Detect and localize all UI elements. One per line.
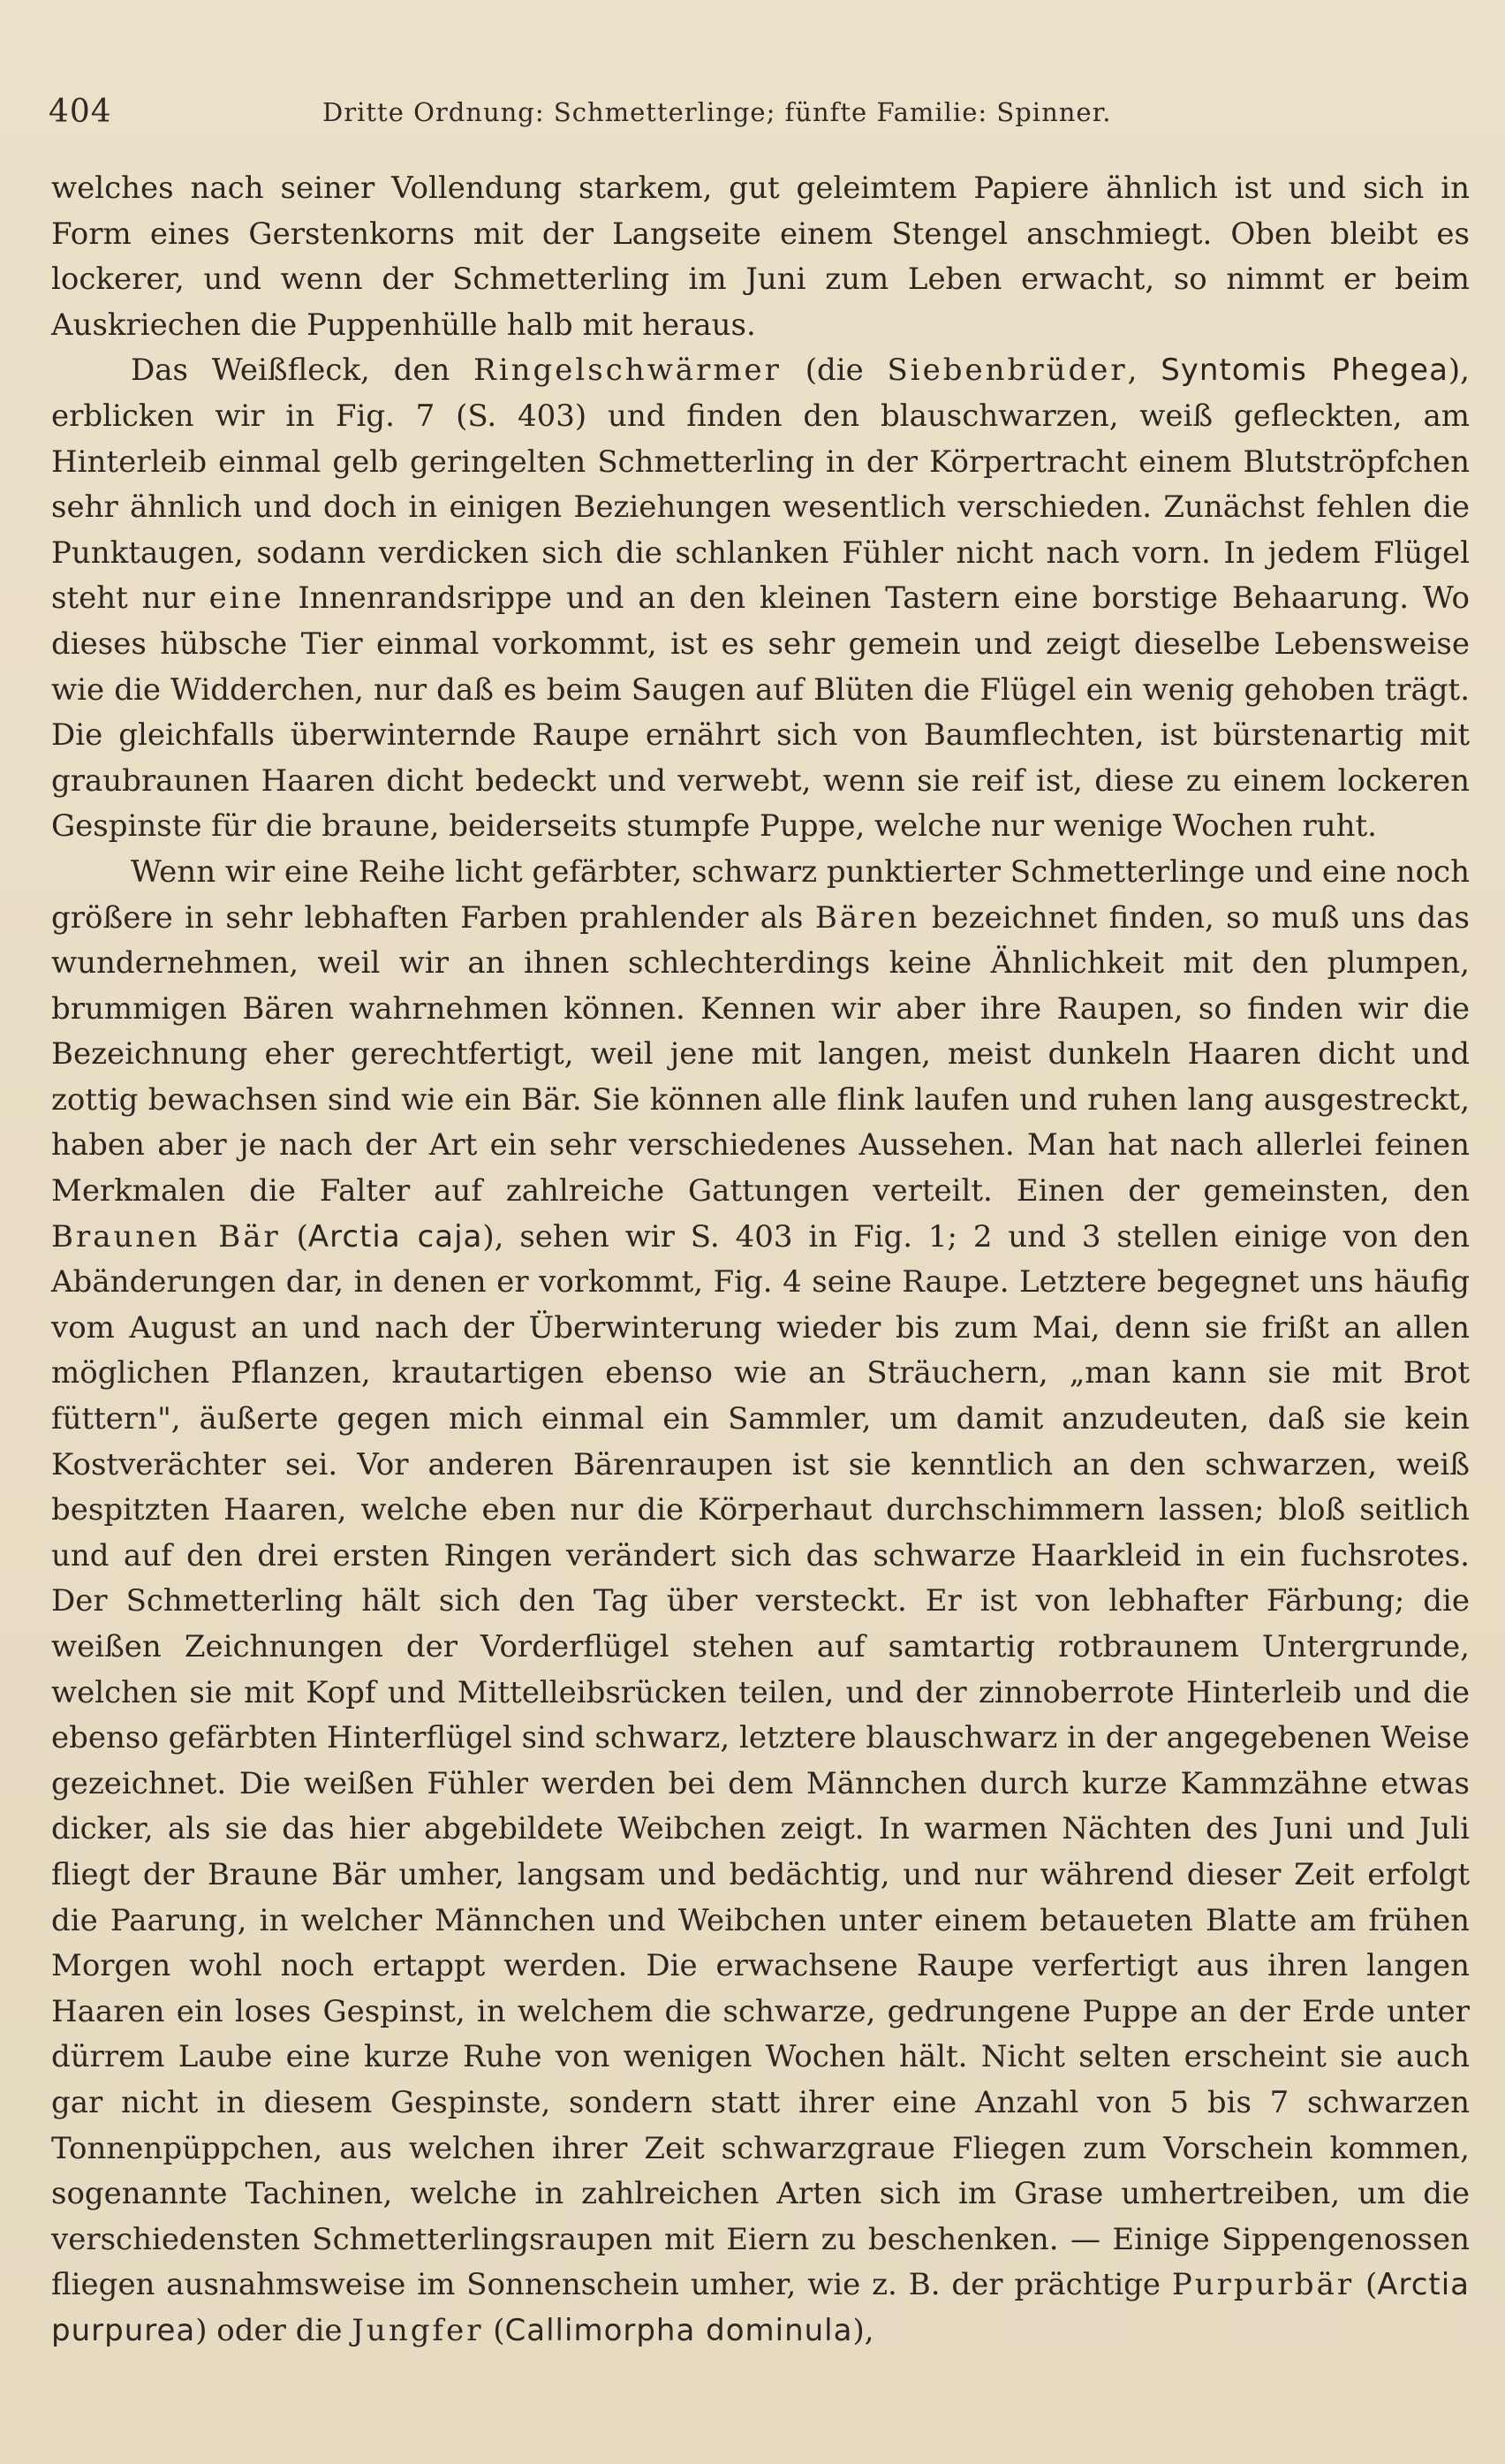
text-run: (: [280, 1218, 308, 1255]
spaced-term: Ringelschwärmer: [473, 353, 782, 389]
text-run: ) oder die: [195, 2312, 352, 2348]
paragraph-3: [51, 850, 1470, 2354]
text-run: ,: [1127, 353, 1161, 389]
spaced-term: Braunen Bär: [51, 1218, 281, 1255]
scientific-name: Arctia purpurea: [51, 2267, 1471, 2348]
text-run: ), erblicken wir in Fig. 7 (S. 403) und finden den blauschwarzen, weiß gefleckten, am Hinterleib einmal gelb geringelten Schmetterling in der Körpertracht einem Blutströpfchen sehr ähnlich und doch in einigen Beziehungen wesentlich verschieden. Zunächst fehlen die Punktaugen, sodann verdicken sich die schlanken Fühler nicht nach vorn. In jedem Flügel steht nur: [51, 353, 1470, 617]
running-title: Dritte Ordnung: Schmetterlinge; fünfte Familie: Spinner.: [322, 97, 1112, 127]
text-run: bezeichnet finden, so muß uns das wundernehmen, weil wir an ihnen schlechterdings keine Ähnlichkeit mit den plumpen, brummigen Bären wahrnehmen können. Kennen wir aber ihre Raupen, so finden wir die Bezeichnung eher gerechtfertigt, weil jene mit langen, meist dunkeln Haaren dicht und zottig bewachsen sind wie ein Bär. Sie können alle flink laufen und ruhen lang ausgestreckt, haben aber je nach der Art ein sehr verschiedenes Aussehen. Man hat nach allerlei feinen Merkmalen die Falter auf zahlreiche Gattungen verteilt. Einen der gemeinsten, den: [51, 899, 1471, 1209]
text-run: ), sehen wir S. 403 in Fig. 1; 2 und 3 stellen einige von den Abänderungen dar, in denen er vorkommt, Fig. 4 seine Raupe. Letztere begegnet uns häufig vom August an und nach der Überwinterung wieder bis zum Mai, denn sie frißt an allen möglichen Pflanzen, krautartigen ebenso wie an Sträuchern, „man kann sie mit Brot füttern", äußerte gegen mich einmal ein Sammler, um damit anzudeuten, daß sie kein Kostverächter sei. Vor anderen Bärenraupen ist sie kenntlich an den schwarzen, weiß bespitzten Haaren, welche eben nur die Körperhaut durchschimmern lassen; bloß seitlich und auf den drei ersten Ringen verändert sich das schwarze Haarkleid in ein fuchsrotes. Der Schmetterling hält sich den Tag über versteckt. Er ist von lebhafter Färbung; die weißen Zeichnungen der Vorderflügel stehen auf samtartig rotbraunem Untergrunde, welchen sie mit Kopf und Mittelleibsrücken teilen, und der zinnoberrote Hinterleib und die ebenso gefärbten Hinterflügel sind schwarz, letztere blauschwarz in der angegebenen Weise gezeichnet. Die weißen Fühler werden bei dem Männchen durch kurze Kammzähne etwas dicker, als sie das hier abgebildete Weibchen zeigt. In warmen Nächten des Juni und Juli fliegt der Braune Bär umher, langsam und bedächtig, und nur während dieser Zeit erfolgt die Paarung, in welcher Männchen und Weibchen unter einem betaueten Blatte am frühen Morgen wohl noch ertappt werden. Die erwachsene Raupe verfertigt aus ihren langen Haaren ein loses Gespinst, in welchem die schwarze, gedrungene Puppe an der Erde unter dürrem Laube eine kurze Ruhe von wenigen Wochen hält. Nicht selten erscheint sie auch gar nicht in diesem Gespinste, sondern statt ihrer eine Anzahl von 5 bis 7 schwarzen Tonnenpüppchen, aus welchen ihrer Zeit schwarzgraue Fliegen zum Vorschein kommen, sogenannte Tachinen, welche in zahlreichen Arten sich im Grase umhertreiben, um die verschiedensten Schmetterlingsraupen mit Eiern zu beschenken. — Einige Sippengenossen fliegen ausnahmsweise im Sonnenschein umher, wie z. B. der prächtige: [51, 1218, 1471, 2303]
spaced-term: Siebenbrüder: [887, 353, 1128, 389]
text-run: ),: [852, 2312, 874, 2348]
body-text: [51, 166, 1470, 2354]
scientific-name: Arctia caja: [307, 1218, 483, 1255]
scientific-name: Callimorpha dominula: [504, 2312, 853, 2348]
spaced-term: Purpurbär: [1171, 2267, 1355, 2303]
spaced-term: Bären: [814, 899, 920, 936]
spaced-term: eine: [208, 580, 284, 617]
paragraph-2: [51, 348, 1470, 850]
text-run: (: [1354, 2267, 1378, 2303]
text-run: (: [483, 2312, 505, 2348]
text-run: Das Weißfleck, den: [131, 353, 474, 389]
running-head: [49, 88, 1471, 141]
paragraph-1: [51, 166, 1470, 348]
scientific-name: Syntomis Phegea: [1161, 353, 1448, 389]
page-number: 404: [49, 94, 112, 130]
text-run: welches nach seiner Vollendung starkem, gut geleimtem Papiere ähnlich ist und sich in Form eines Gerstenkorns mit der Langseite einem Stengel anschmiegt. Oben bleibt es lockerer, und wenn der Schmetterling im Juni zum Leben erwacht, so nimmt er beim Auskriechen die Puppenhülle halb mit heraus.: [51, 171, 1470, 343]
text-run: Wenn wir eine Reihe licht gefärbter, schwarz punktierter Schmetterlinge und eine noch größere in sehr lebhaften Farben prahlender als: [51, 853, 1470, 936]
spaced-term: Jungfer: [352, 2312, 484, 2348]
text-run: Innenrandsrippe und an den kleinen Tastern eine borstige Behaarung. Wo dieses hübsche Tier einmal vorkommt, ist es sehr gemein und zeigt dieselbe Lebensweise wie die Widderchen, nur daß es beim Saugen auf Blüten die Flügel ein wenig gehoben trägt. Die gleichfalls überwinternde Raupe ernährt sich von Baumflechten, ist bürstenartig mit graubraunen Haaren dicht bedeckt und verwebt, wenn sie reif ist, diese zu einem lockeren Gespinste für die braune, beiderseits stumpfe Puppe, welche nur wenige Wochen ruht.: [51, 580, 1471, 845]
text-run: (die: [781, 353, 888, 389]
